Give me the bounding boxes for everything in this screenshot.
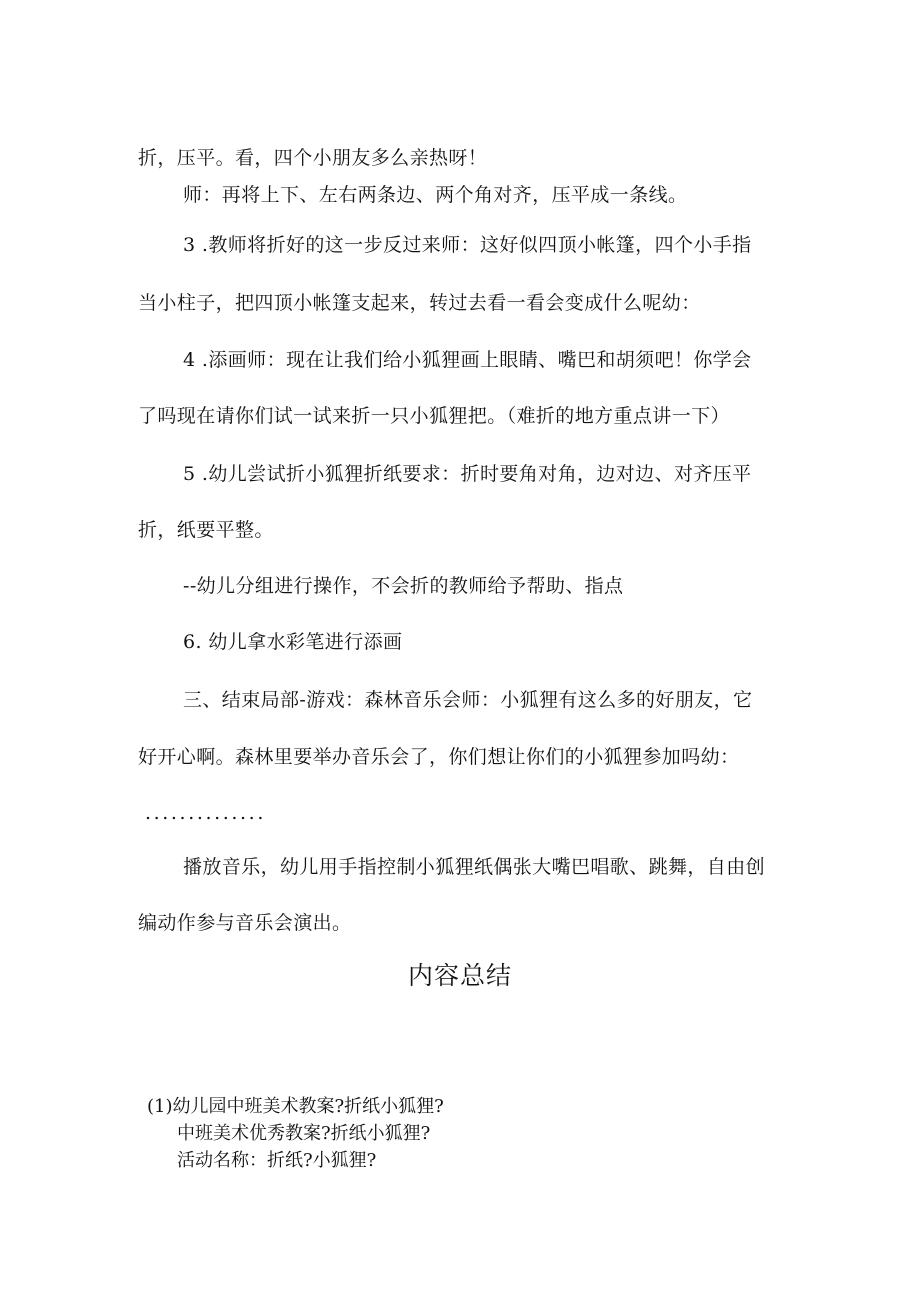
paragraph-line-9: --幼儿分组进行操作，不会折的教师给予帮助、指点: [183, 575, 624, 597]
ellipsis-line: ..............: [145, 802, 266, 824]
paragraph-line-5: 4 .添画师：现在让我们给小狐狸画上眼睛、嘴巴和胡须吧！你学会: [183, 349, 752, 371]
paragraph-line-3: 3 .教师将折好的这一步反过来师：这好似四顶小帐篷，四个小手指: [183, 234, 752, 256]
paragraph-line-2: 师：再将上下、左右两条边、两个角对齐，压平成一条线。: [183, 184, 688, 206]
summary-title: 内容总结: [407, 961, 512, 990]
paragraph-line-12: 好开心啊。森林里要举办音乐会了，你们想让你们的小狐狸参加吗幼：: [138, 746, 740, 768]
summary-item-1: (1)幼儿园中班美术教案?折纸小狐狸?: [147, 1096, 444, 1117]
paragraph-line-4: 当小柱子，把四顶小帐篷支起来，转过去看一看会变成什么呢幼：: [138, 292, 701, 314]
summary-item-2: 中班美术优秀教案?折纸小狐狸?: [177, 1123, 431, 1144]
paragraph-line-13: 播放音乐，幼儿用手指控制小狐狸纸偶张大嘴巴唱歌、跳舞，自由创: [183, 856, 766, 878]
summary-item-3: 活动名称：折纸?小狐狸?: [177, 1150, 377, 1171]
paragraph-line-14: 编动作参与音乐会演出。: [138, 912, 352, 934]
paragraph-line-6: 了吗现在请你们试一试来折一只小狐狸把。（难折的地方重点讲一下）: [138, 405, 730, 427]
paragraph-line-7: 5 .幼儿尝试折小狐狸折纸要求：折时要角对角，边对边、对齐压平: [183, 463, 752, 485]
paragraph-line-1: 折，压平。看，四个小朋友多么亲热呀！: [138, 147, 488, 169]
paragraph-line-10: 6. 幼儿拿水彩笔进行添画: [183, 631, 403, 653]
paragraph-line-11: 三、结束局部-游戏：森林音乐会师：小狐狸有这么多的好朋友，它: [183, 689, 753, 711]
paragraph-line-8: 折，纸要平整。: [138, 519, 274, 541]
